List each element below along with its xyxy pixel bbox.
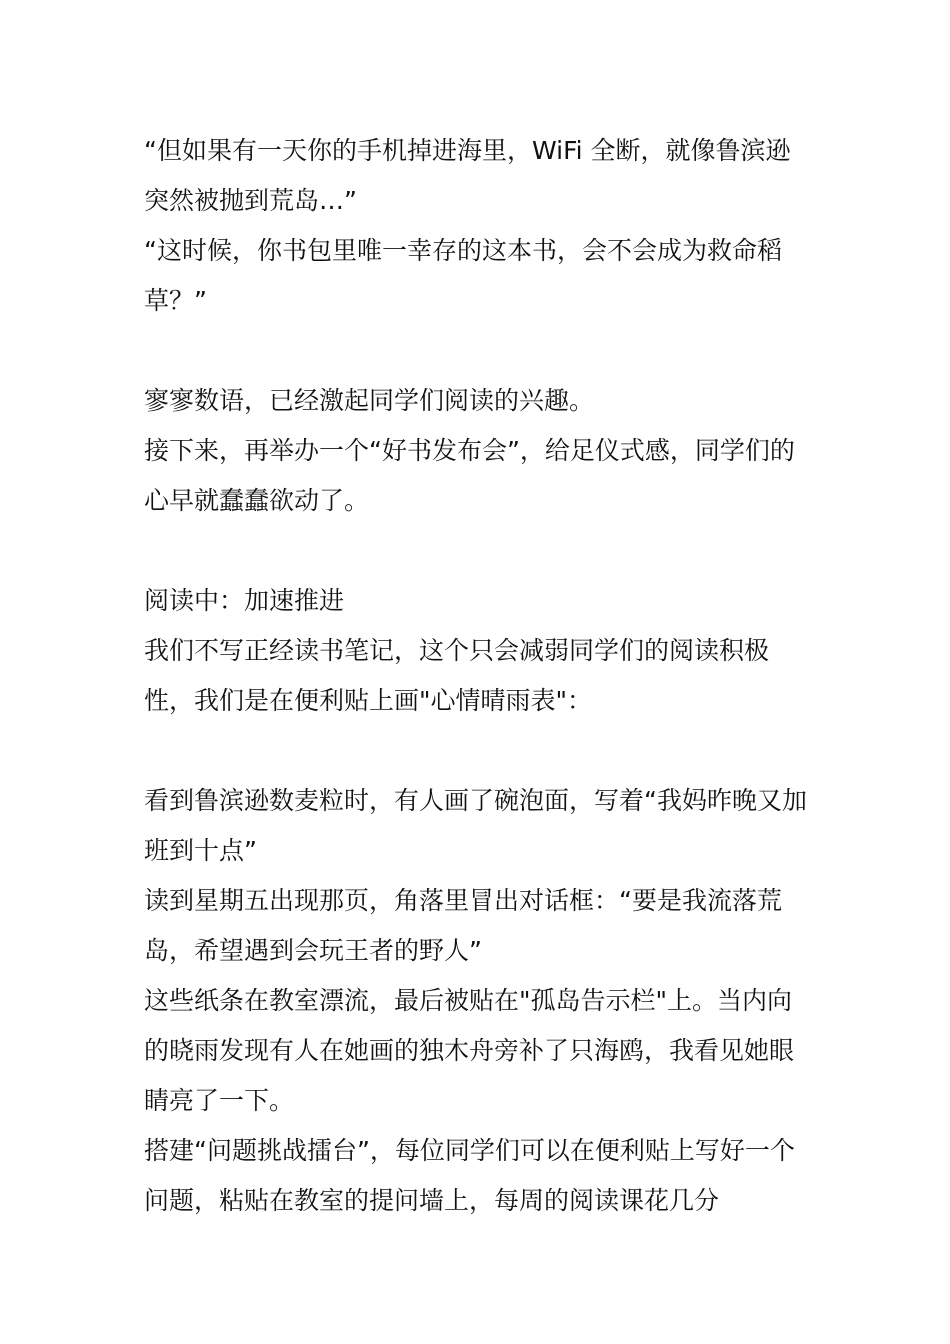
paragraph-3: 寥寥数语，已经激起同学们阅读的兴趣。 [144, 386, 595, 415]
paragraph-4: 接下来，再举办一个“好书发布会”，给足仪式感，同学们的心早就蠢蠢欲动了。 [144, 436, 795, 515]
paragraph-8: 这些纸条在教室漂流，最后被贴在"孤岛告示栏"上。当内向的晓雨发现有人在她画的独木舟旁补了只海鸥，我看见她眼睛亮了一下。 [144, 986, 795, 1115]
paragraph-2: “这时候，你书包里唯一幸存的这本书，会不会成为救命稻草？” [144, 236, 782, 315]
paragraph-5: 我们不写正经读书笔记，这个只会减弱同学们的阅读积极性，我们是在便利贴上画"心情晴雨表"： [144, 636, 770, 715]
section-heading: 阅读中：加速推进 [144, 586, 345, 615]
paragraph-7: 读到星期五出现那页，角落里冒出对话框：“要是我流落荒岛，希望遇到会玩王者的野人” [144, 886, 782, 965]
blank-line [144, 726, 808, 776]
document-body [144, 126, 808, 1226]
paragraph-9: 搭建“问题挑战擂台”，每位同学们可以在便利贴上写好一个问题，粘贴在教室的提问墙上，每周的阅读课花几分 [144, 1136, 795, 1215]
blank-line [144, 326, 808, 376]
paragraph-6: 看到鲁滨逊数麦粒时，有人画了碗泡面，写着“我妈昨晚又加班到十点” [144, 786, 807, 865]
paragraph-1: “但如果有一天你的手机掉进海里，WiFi 全断，就像鲁滨逊突然被抛到荒岛…” [144, 136, 791, 215]
blank-line [144, 526, 808, 576]
